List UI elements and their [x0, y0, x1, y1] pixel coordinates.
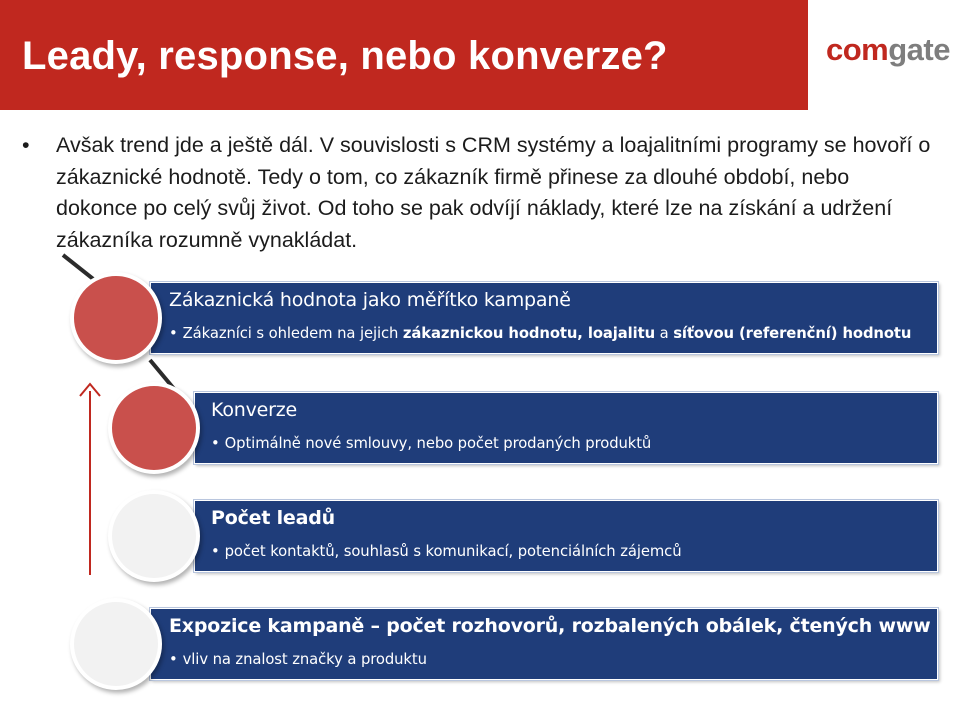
logo-part-gate: gate — [888, 32, 950, 67]
level-bar-leads — [194, 500, 938, 572]
level-bar-customer-value — [150, 282, 938, 354]
slide-title: Leady, response, nebo konverze? — [22, 34, 668, 78]
detail-text: vliv na znalost značky a produktu — [182, 651, 427, 668]
level-circle-exposure — [70, 598, 162, 690]
detail-bold: zákaznickou hodnotu, loajalitu — [402, 325, 656, 342]
level-title-customer-value: Zákaznická hodnota jako měřítko kampaně — [169, 289, 571, 311]
detail-text: a — [655, 325, 674, 342]
bullet-glyph: • — [211, 435, 220, 452]
detail-text: počet kontaktů, souhlasů s komunikací, potenciálních zájemců — [224, 543, 682, 560]
level-detail-conversion — [211, 435, 651, 452]
level-detail-leads — [211, 543, 681, 560]
bullet-glyph: • — [169, 651, 178, 668]
intro-bullet: • Avšak trend jde a ještě dál. V souvislosti s CRM systémy a loajalitními programy se hovoří o zákaznické hodnotě. Tedy o tom, co zákazník firmě přinese za dlouhé období, nebo dokonce po celý svůj život. Od toho se pak odvíjí náklady, které lze na získání a udržení zákazníka rozumně vynakládat. — [56, 130, 936, 256]
bullet-glyph: • — [169, 325, 178, 342]
level-title-conversion: Konverze — [211, 399, 297, 421]
level-detail-exposure — [169, 651, 427, 668]
level-circle-conversion — [108, 382, 200, 474]
level-title-leads: Počet leadů — [211, 507, 335, 529]
detail-bold: síťovou (referenční) hodnotu — [673, 325, 912, 342]
level-title-exposure: Expozice kampaně – počet rozhovorů, rozbalených obálek, čtených www — [169, 615, 931, 637]
level-circle-leads — [108, 490, 200, 582]
logo-part-com: com — [826, 32, 889, 67]
level-bar-conversion — [194, 392, 938, 464]
level-detail-customer-value — [169, 325, 911, 342]
level-circle-customer-value — [70, 272, 162, 364]
detail-text: Optimálně nové smlouvy, nebo počet prodaných produktů — [224, 435, 652, 452]
bullet-glyph: • — [211, 543, 220, 560]
detail-text: Zákazníci s ohledem na jejich — [182, 325, 403, 342]
level-bar-exposure — [150, 608, 938, 680]
